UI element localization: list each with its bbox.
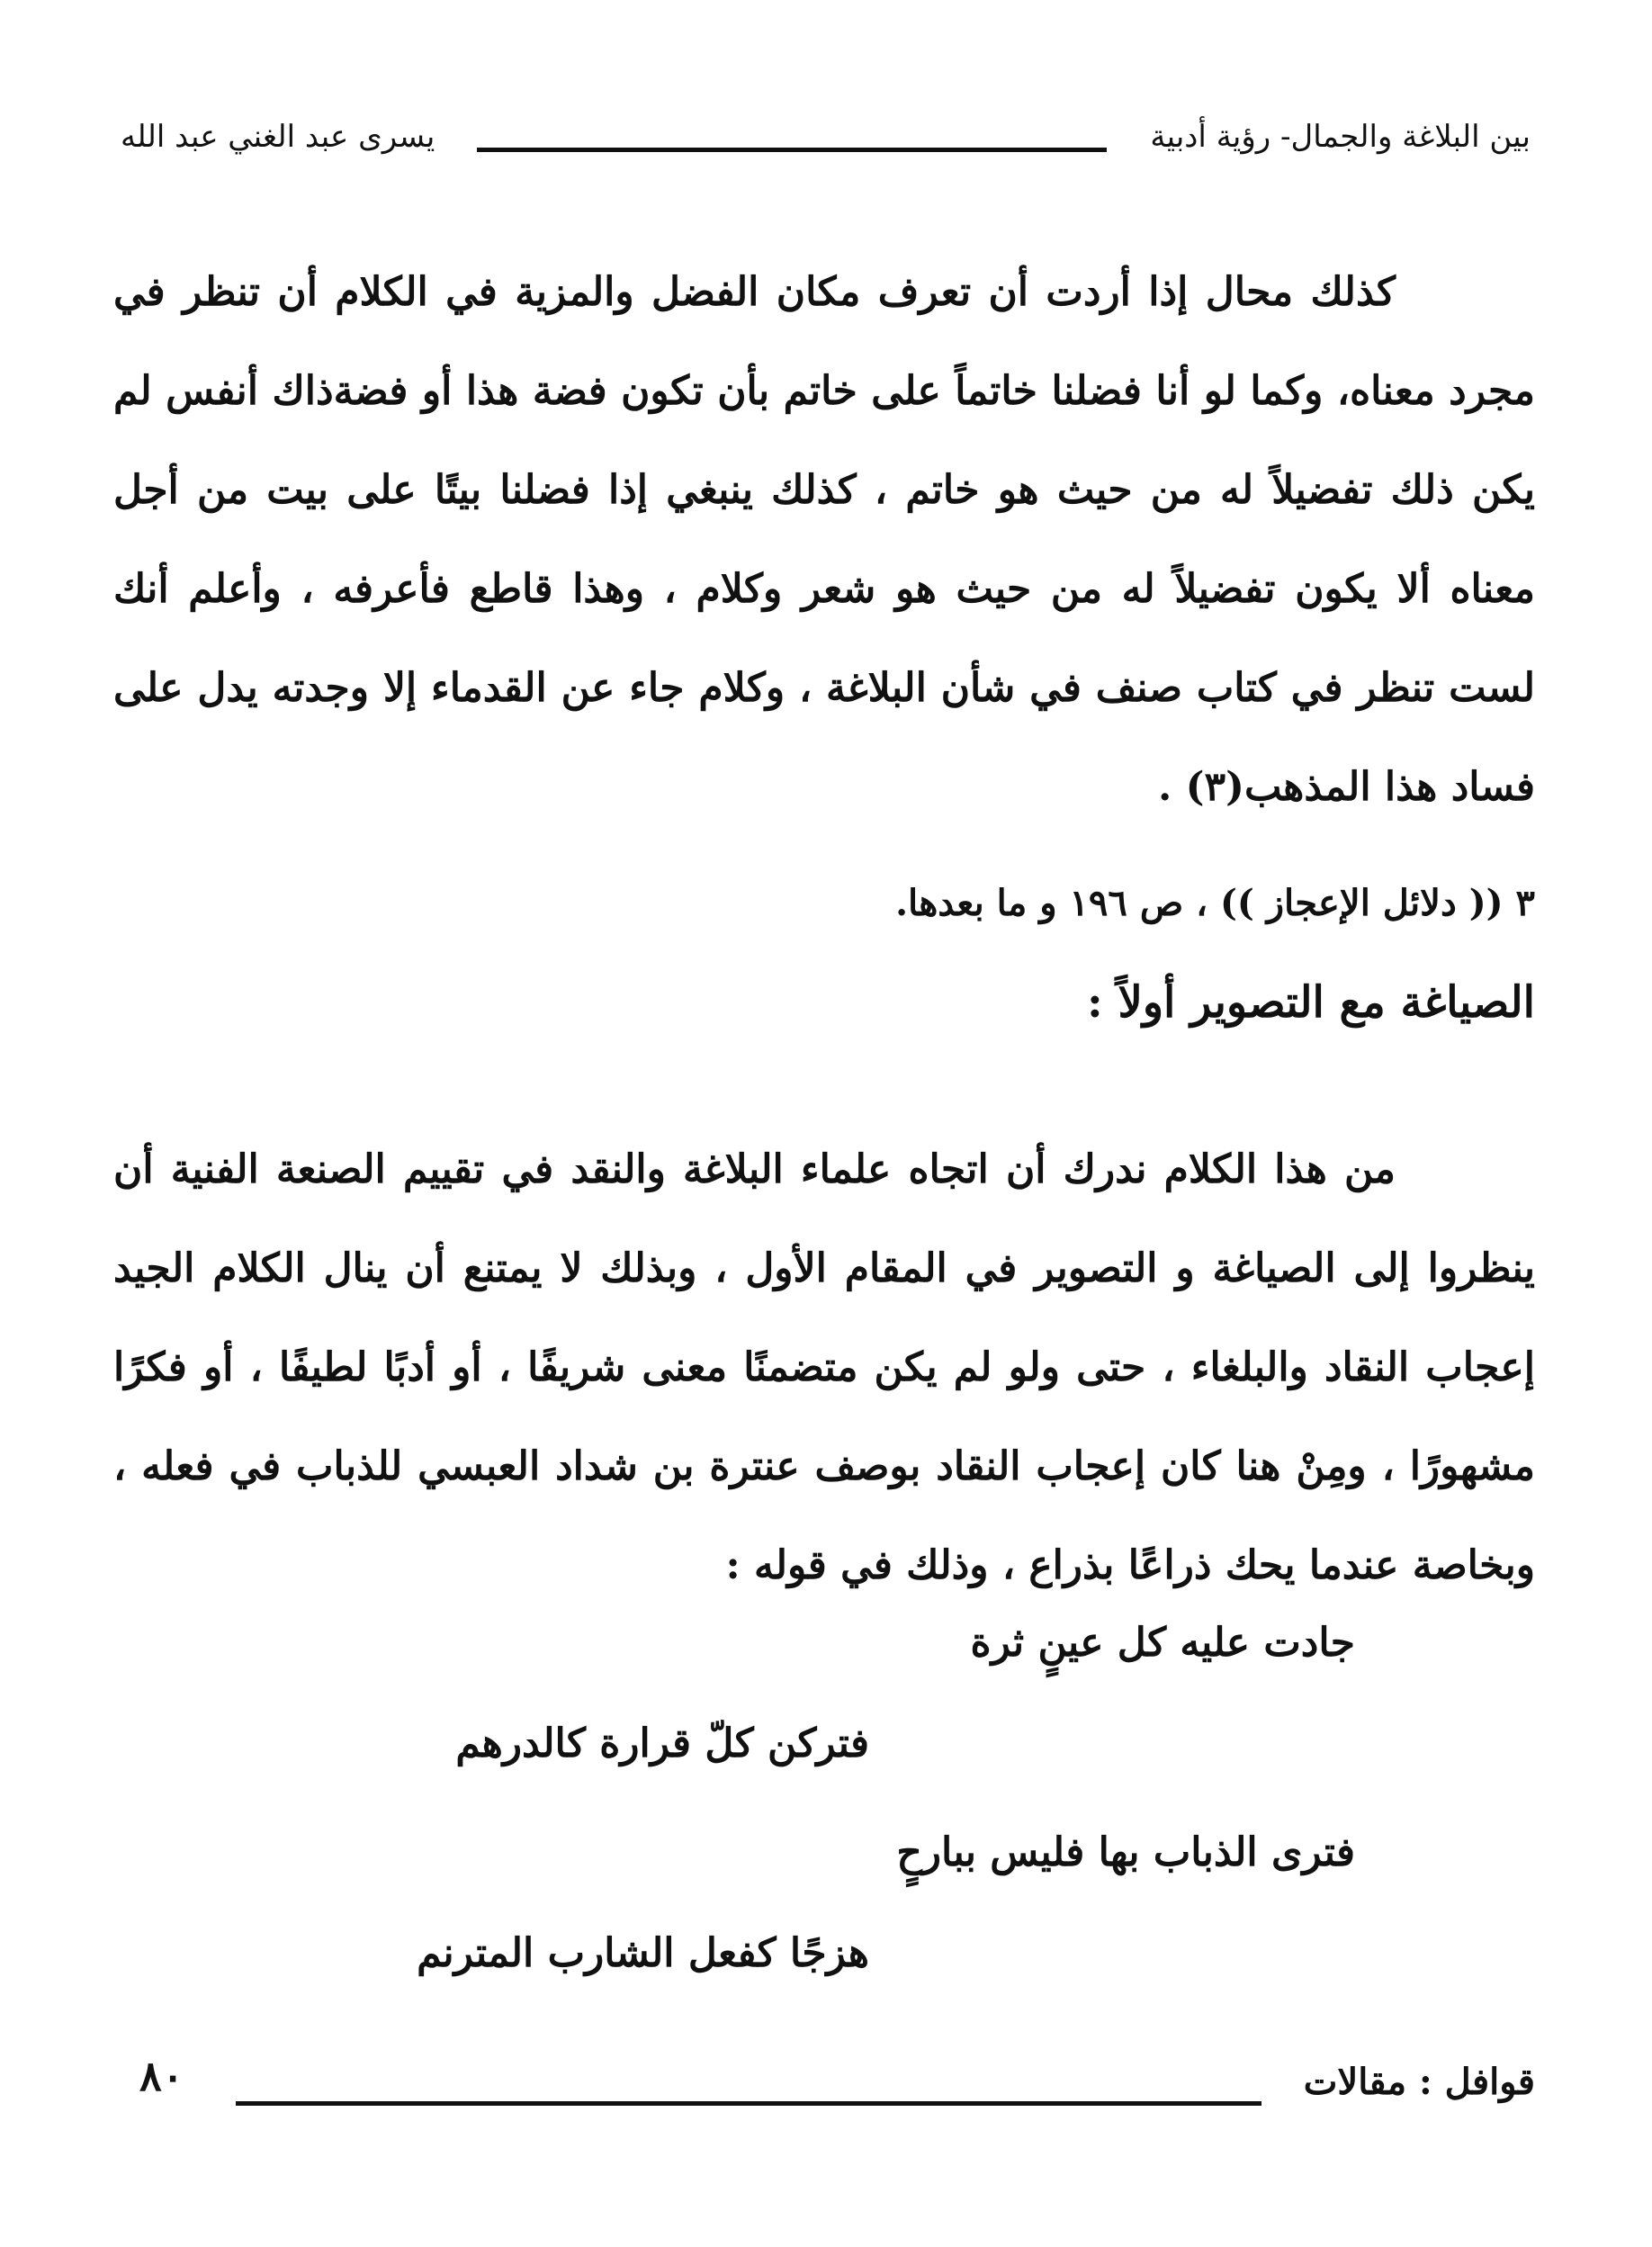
- footer-divider-line: [236, 2101, 1261, 2106]
- footnote-3: ٣ (( دلائل الإعجاز )) ، ص ١٩٦ و ما بعدها.: [895, 882, 1535, 924]
- body-paragraph-2: من هذا الكلام ندرك أن اتجاه علماء البلاغة والنقد في تقييم الصنعة الفنية أن ينظروا إلى الصياغة و التصوير في المقام الأول ، وبذلك لا يمتنع أن ينال الكلام الجيد إعجاب النقاد والبلغاء ، حتى ولو لم يكن متضمنًا معنى شريفًا ، أو أدبًا لطيفًا ، أو فكرًا مشهورًا ، ومِنْ هنا كان إعجاب النقاد بوصف عنترة بن شداد العبسي للذباب في فعله ، وبخاصة عندما يحك ذراعًا بذراع ، وذلك في قوله :: [113, 1146, 1535, 1588]
- page-number: ٨٠: [139, 2052, 184, 2100]
- footer-journal-label: قوافل : مقالات: [1303, 2061, 1535, 2103]
- body-paragraph-1: كذلك محال إذا أردت أن تعرف مكان الفضل والمزية في الكلام أن تنظر في مجرد معناه، وكما لو أنا فضلنا خاتماً على خاتم بأن تكون فضة هذا أو فضةذاك أنفس لم يكن ذلك تفضيلاً له من حيث هو خاتم ، كذلك ينبغي إذا فضلنا بيتًا على بيت من أجل معناه ألا يكون تفضيلاً له من حيث هو شعر وكلام ، وهذا قاطع فأعرفه ، وأعلم أنك لست تنظر في كتاب صنف في شأن البلاغة ، وكلام جاء عن القدماء إلا وجدته يدل على فساد هذا المذهب(٣) .: [113, 269, 1536, 810]
- section-heading: الصياغة مع التصوير أولاً :: [1087, 977, 1535, 1028]
- verse-line-3: فترى الذباب بها فليس ببارحٍ: [896, 1829, 1355, 1875]
- header-divider-line: [477, 148, 1107, 152]
- verse-line-4: هزجًا كفعل الشارب المترنم: [417, 1930, 869, 1976]
- verse-line-2: فتركن كلّ قرارة كالدرهم: [455, 1721, 869, 1766]
- verse-line-1: جادت عليه كل عينٍ ثرة: [970, 1620, 1355, 1666]
- running-header-book-title: بين البلاغة والجمال- رؤية أدبية: [1150, 119, 1531, 155]
- running-header-author: يسرى عبد الغني عبد الله: [121, 119, 435, 155]
